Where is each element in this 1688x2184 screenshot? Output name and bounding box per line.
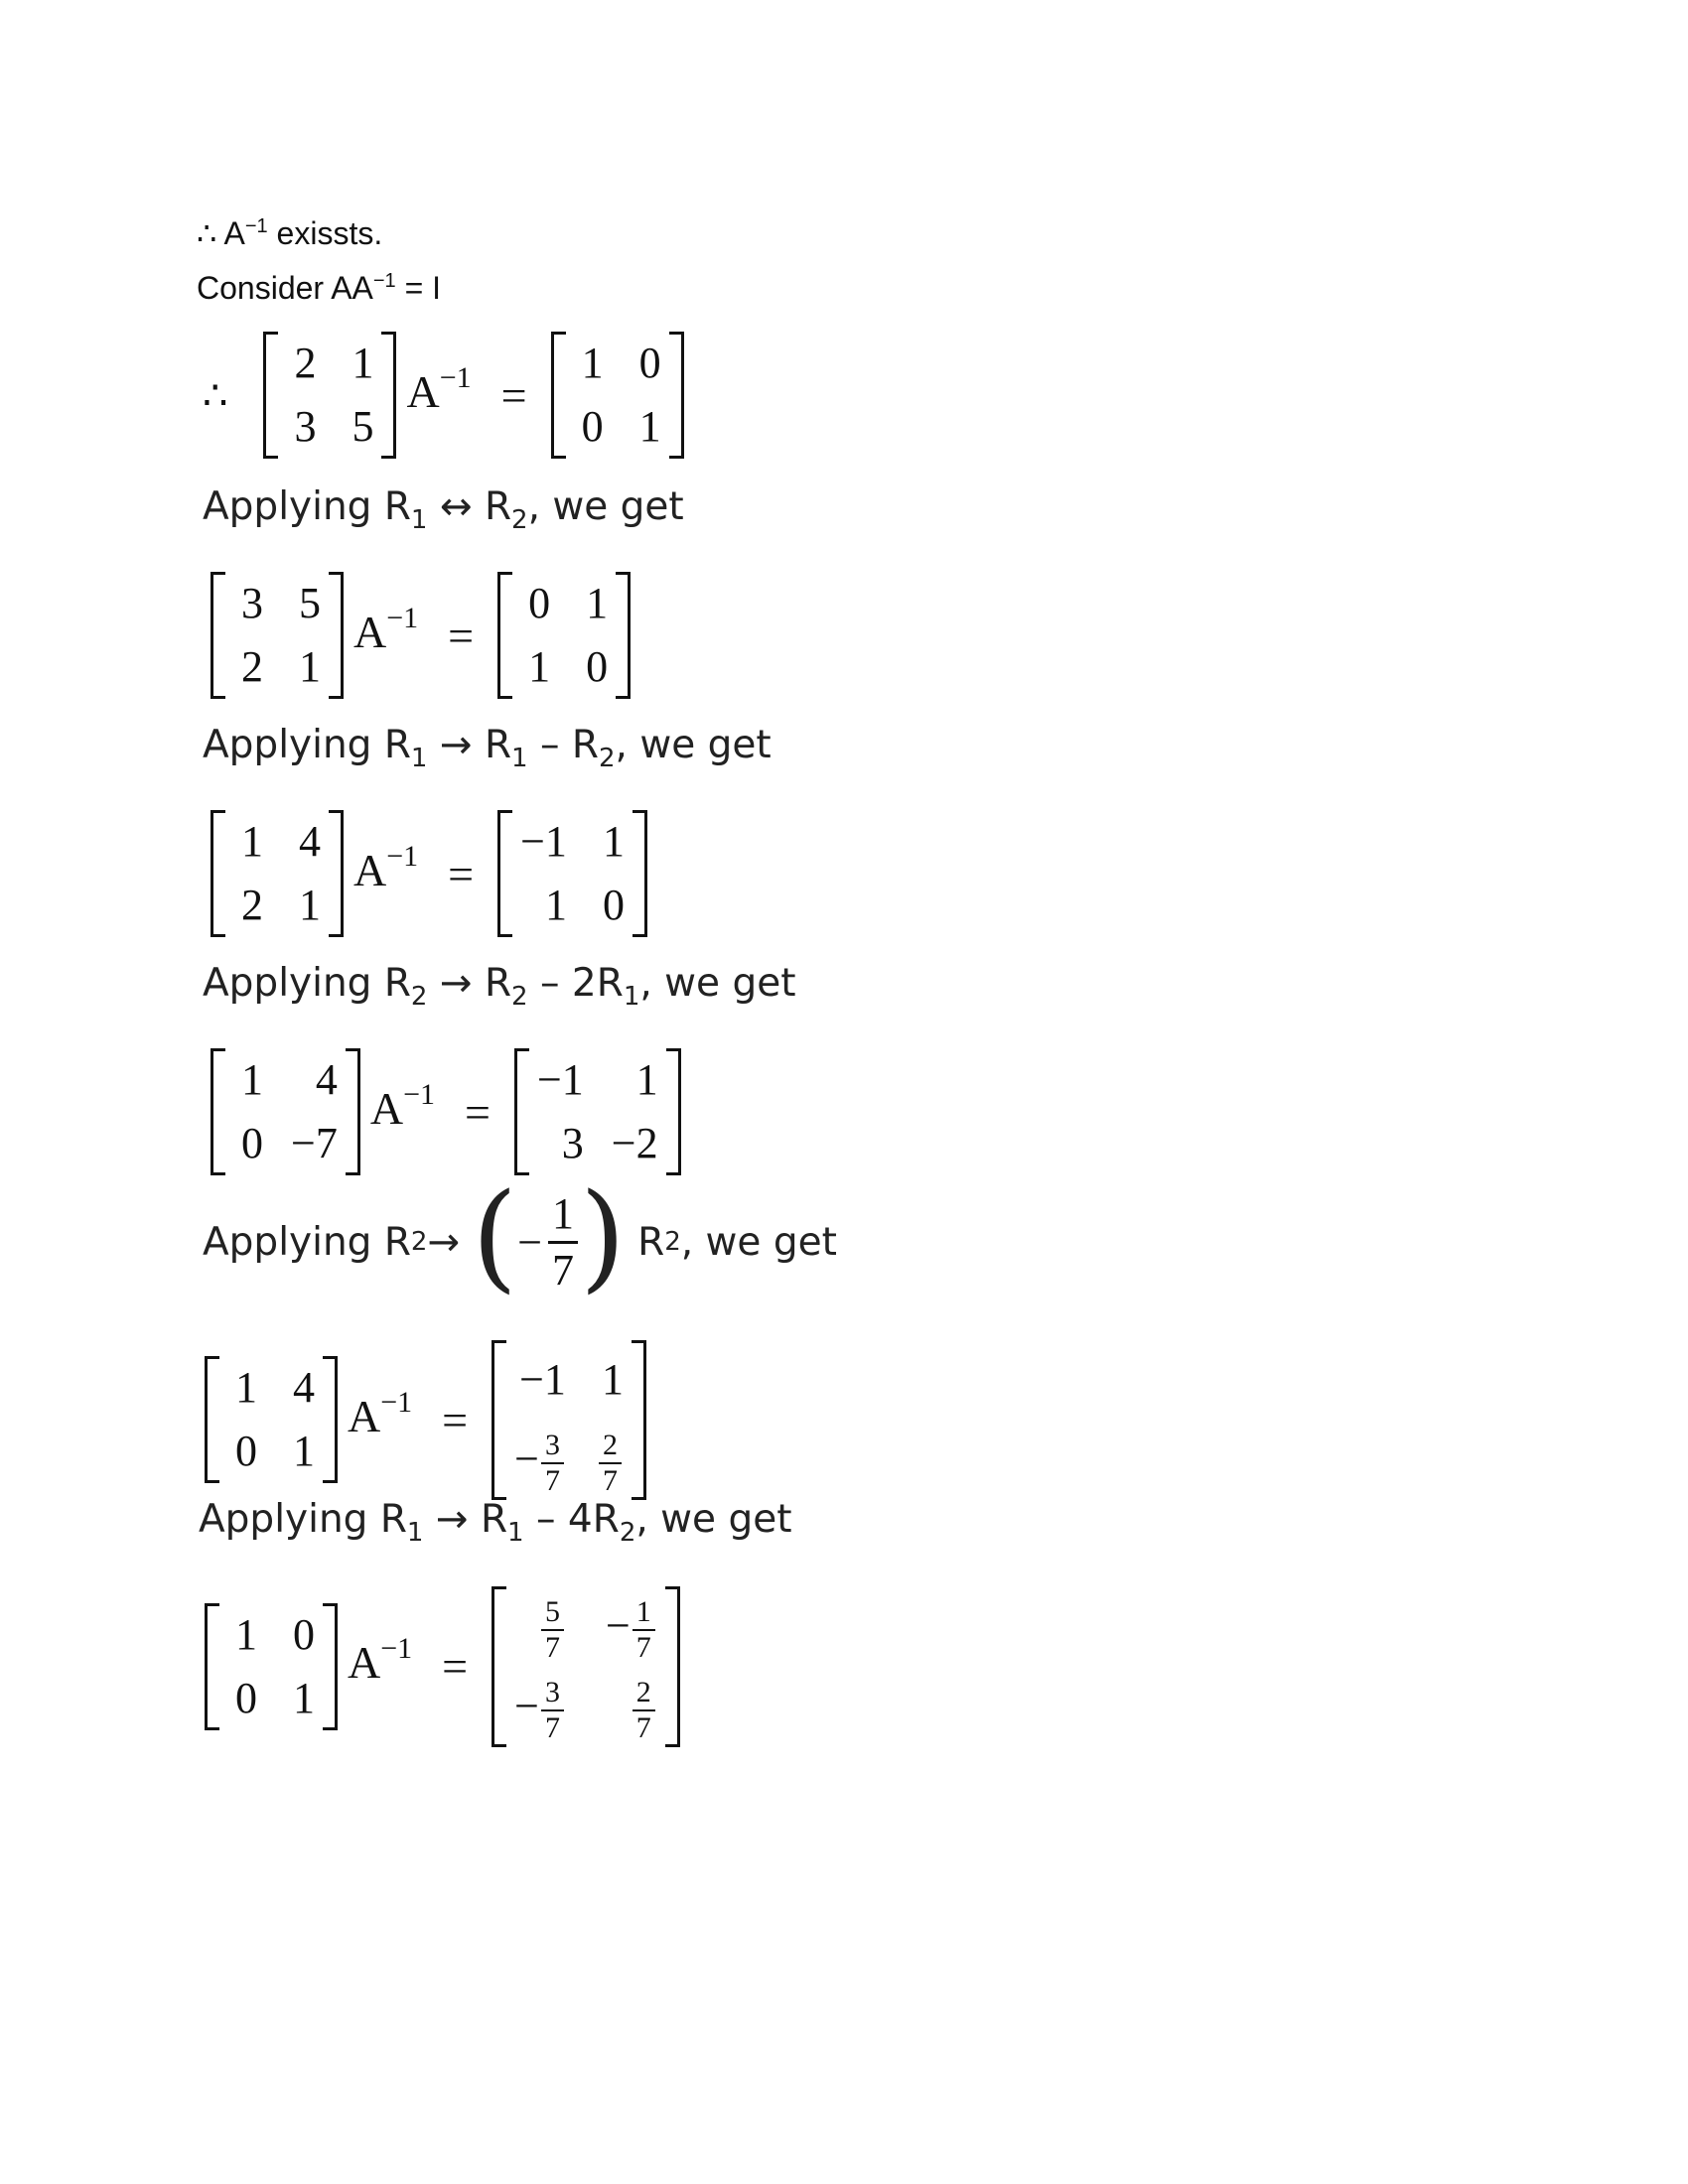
equals-sign: =: [464, 1086, 491, 1138]
matrix-cell: 4: [315, 1055, 338, 1104]
step-2-text: Applying $R_1 \to R_1 - R_2$, we get: [203, 723, 772, 773]
matrix-cell: 0: [293, 1609, 315, 1659]
matrix-cell: 1: [299, 642, 321, 691]
matrix-cell: 1: [241, 817, 263, 866]
matrix-cell: 1: [601, 1355, 624, 1404]
matrix-cell: 2: [241, 642, 263, 691]
matrix-cell: 1: [586, 579, 609, 627]
matrix-cell: 3: [561, 1119, 584, 1167]
matrix-cell: −1: [520, 817, 567, 866]
matrix-cell: 2: [294, 339, 317, 387]
a-inverse: $A^{-1}$: [406, 360, 472, 417]
matrix-cell: 1: [293, 1427, 315, 1476]
matrix-cell: 1: [299, 881, 321, 929]
right-matrix: [514, 1048, 681, 1175]
a-inverse: $A^{-1}$: [348, 1632, 413, 1689]
matrix-cell: 0: [235, 1427, 257, 1476]
equation-6: [205, 1586, 680, 1747]
matrix-cell: 1: [638, 402, 661, 451]
matrix-cell: 4: [293, 1363, 315, 1413]
matrix-cell: 0: [241, 1119, 263, 1167]
matrix-cell: 1: [352, 339, 374, 387]
left-paren: (: [472, 1167, 518, 1304]
left-matrix: [205, 1356, 338, 1483]
matrix-cell: −1: [519, 1355, 566, 1404]
left-matrix: [211, 1048, 360, 1175]
matrix-cell: 0: [602, 881, 625, 929]
matrix-cell: −7: [291, 1119, 338, 1167]
consider-line: Consider $AA^{-1} = I$: [197, 270, 442, 306]
right-matrix: [497, 572, 631, 699]
matrix-cell: 1: [293, 1673, 315, 1722]
matrix-cell: 5: [299, 579, 321, 627]
matrix-cell: − $\frac{1}{7}$: [606, 1590, 657, 1663]
matrix-cell: 0: [235, 1673, 257, 1722]
therefore-symbol: ∴: [197, 215, 217, 251]
step-1-text: Applying $R_1$ ↔ $R_2$, we get: [203, 484, 684, 535]
right-paren: ): [580, 1167, 627, 1304]
left-matrix: [205, 1603, 338, 1730]
equals-sign: =: [442, 1641, 469, 1693]
matrix-cell: $\frac{2}{7}$: [606, 1671, 657, 1743]
a-inverse: $A^{-1}$: [348, 1385, 413, 1441]
matrix-cell: 5: [352, 402, 374, 451]
matrix-cell: 3: [294, 402, 317, 451]
equation-3: [211, 810, 647, 937]
a-inverse: $A^{-1}$: [353, 601, 419, 657]
left-matrix: [211, 810, 344, 937]
right-matrix: [492, 1586, 680, 1747]
exists-line: ∴ $A^{-1}$ exissts.: [197, 215, 383, 251]
matrix-cell: 4: [299, 817, 321, 866]
fraction: $\frac{1}{7}$: [548, 1189, 578, 1296]
equation-2: [211, 572, 631, 699]
matrix-cell: 0: [586, 642, 609, 691]
matrix-cell: 2: [241, 881, 263, 929]
right-matrix: [492, 1340, 646, 1500]
matrix-cell: 1: [235, 1363, 257, 1413]
left-matrix: [263, 332, 396, 459]
equation-5: [205, 1340, 646, 1500]
matrix-cell: −2: [611, 1119, 658, 1167]
equals-sign: =: [448, 848, 475, 899]
a-inverse: $A^{-1}$: [369, 1077, 435, 1134]
matrix-cell: 0: [638, 339, 661, 387]
therefore-symbol: ∴: [203, 372, 228, 418]
matrix-cell: 1: [544, 881, 567, 929]
step-5-text: Applying $R_1 \to R_1 - 4R_2$, we get: [199, 1497, 792, 1548]
matrix-cell: $\frac{2}{7}$: [594, 1424, 624, 1496]
matrix-cell: 1: [602, 817, 625, 866]
equals-sign: =: [448, 610, 475, 661]
equation-1: [203, 332, 684, 459]
matrix-cell: 1: [635, 1055, 658, 1104]
matrix-cell: 1: [235, 1609, 257, 1659]
matrix-cell: $\frac{5}{7}$: [514, 1590, 566, 1663]
matrix-cell: 0: [581, 402, 604, 451]
matrix-cell: 1: [581, 339, 604, 387]
step-4-text: Applying R 2 → ( − $\frac{1}{7}$ ) R 2 , we get: [203, 1167, 837, 1304]
minus-sign: −: [517, 1217, 543, 1267]
right-matrix: [551, 332, 684, 459]
matrix-cell: −1: [536, 1055, 584, 1104]
left-matrix: [211, 572, 344, 699]
matrix-cell: − $\frac{3}{7}$: [514, 1424, 566, 1496]
matrix-cell: 1: [241, 1055, 263, 1104]
equation-4: [211, 1048, 681, 1175]
right-matrix: [497, 810, 647, 937]
equals-sign: =: [442, 1394, 469, 1445]
matrix-cell: 3: [241, 579, 263, 627]
a-inverse: $A^{-1}$: [353, 839, 419, 895]
matrix-cell: − $\frac{3}{7}$: [514, 1671, 566, 1743]
matrix-cell: 0: [528, 579, 551, 627]
matrix-cell: 1: [528, 642, 551, 691]
step-3-text: Applying $R_2 \to R_2 - 2R_1$, we get: [203, 961, 796, 1012]
equals-sign: =: [500, 369, 527, 421]
